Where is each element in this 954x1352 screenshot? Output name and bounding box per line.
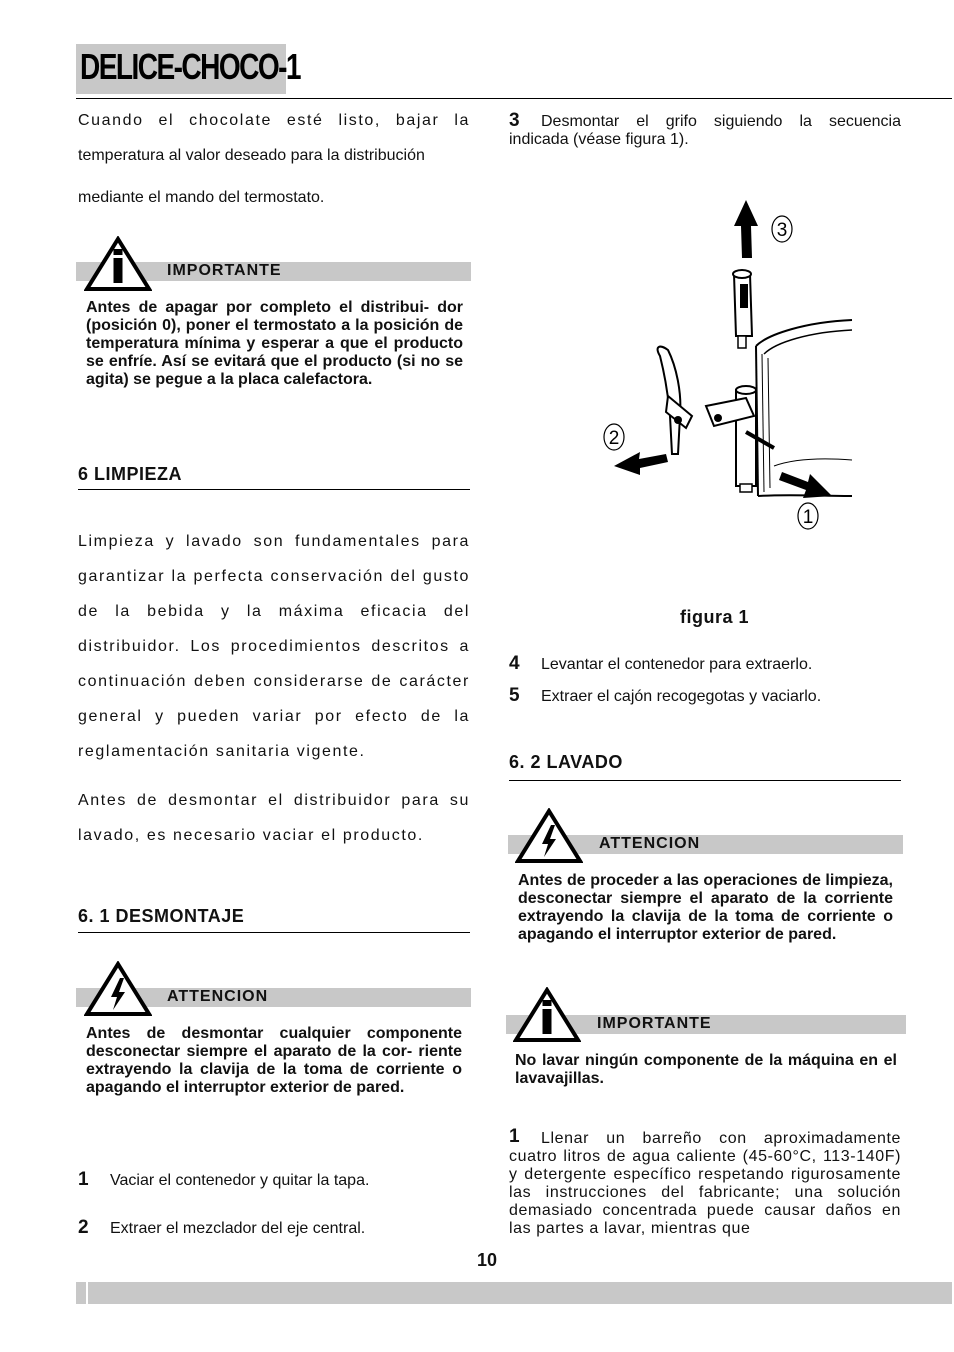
attention-text: Antes de desmontar cualquier componente desconectar siempre el aparato de la cor- riente extrayendo la clavija de la toma de corriente o apagando el interruptor exterior de pared. — [86, 1025, 462, 1096]
step-number: 4 — [509, 653, 520, 674]
step-number: 5 — [509, 685, 520, 706]
attention-label: ATTENCION — [167, 988, 269, 1005]
figure-marker-3 — [772, 216, 792, 242]
step-text: Levantar el contenedor para extraerlo. — [541, 656, 813, 673]
step-number: 2 — [78, 1217, 89, 1238]
section-heading-limpieza: 6 LIMPIEZA — [78, 464, 183, 484]
intro-line-3: mediante el mando del termostato. — [78, 189, 325, 206]
heading-rule — [78, 489, 470, 490]
step-text: Extraer el cajón recogegotas y vaciarlo. — [541, 688, 822, 705]
important-label: IMPORTANTE — [597, 1015, 712, 1032]
step-text: Extraer el mezclador del eje central. — [110, 1220, 366, 1237]
figure-caption: figura 1 — [680, 607, 750, 627]
section-heading-desmontaje: 6. 1 DESMONTAJE — [78, 906, 245, 926]
intro-line-1: Cuando el chocolate esté listo, bajar la — [78, 112, 470, 129]
document-title: DELICE-CHOCO-1 — [80, 46, 300, 87]
footer-notch — [86, 1282, 88, 1304]
step-number: 3 — [509, 110, 520, 131]
figure-marker-2 — [604, 424, 624, 450]
tap-disassembly-figure — [596, 196, 856, 536]
electric-warning-icon — [84, 961, 152, 1017]
footer-bar — [76, 1282, 952, 1304]
intro-line-2: temperatura al valor deseado para la distribución — [78, 147, 425, 164]
limpieza-paragraph-2: Antes de desmontar el distribuidor para su lavado, es necesario vaciar el producto. — [78, 792, 470, 844]
limpieza-paragraph-1: Limpieza y lavado son fundamentales para garantizar la perfecta conservación del gusto de la bebida y la máxima eficacia del distribuidor. Los procedimientos descritos a continuación deben considerarse de carácter general y pueden variar por efecto de la reglamentación sanitaria vigente. — [78, 533, 470, 760]
svg-text:1: 1 — [802, 507, 814, 528]
info-warning-icon — [84, 236, 152, 292]
header-rule — [76, 98, 952, 99]
step-number: 1 — [78, 1169, 89, 1190]
attention-label: ATTENCION — [599, 835, 701, 852]
important-text: Antes de apagar por completo el distribui- dor (posición 0), poner el termostato a la posición de temperatura mínima y esperar a que el producto se enfríe. Así se evitará que el producto (si no se agita) se pegue a la placa calefactora. — [86, 299, 463, 388]
heading-rule — [78, 932, 470, 933]
important-label: IMPORTANTE — [167, 262, 282, 279]
page-number: 10 — [477, 1250, 498, 1270]
section-heading-lavado: 6. 2 LAVADO — [509, 752, 623, 772]
step-number: 1 — [509, 1126, 520, 1147]
important-text: No lavar ningún componente de la máquina en el lavavajillas. — [515, 1052, 897, 1087]
info-warning-icon — [513, 987, 581, 1043]
electric-warning-icon — [515, 808, 583, 864]
step-text: Vaciar el contenedor y quitar la tapa. — [110, 1172, 370, 1189]
attention-text: Antes de proceder a las operaciones de limpieza, desconectar siempre el aparato de la corriente extrayendo la clavija de la toma de corriente o apagando el interruptor exterior de pared. — [518, 872, 893, 943]
heading-rule — [509, 780, 901, 781]
svg-text:2: 2 — [608, 428, 620, 449]
step-3-text: Desmontar el grifo siguiendo la secuencia indicada (véase figura 1). — [509, 113, 901, 148]
lavado-step-1-text: Llenar un barreño con aproximadamente cuatro litros de agua caliente (45-60°C, 113-140F) y detergente específico respetando rigurosamente las instrucciones del fabricante; una solución demasiado concentrada puede causar daños en las partes a lavar, mientras que — [509, 1130, 901, 1237]
figure-marker-1 — [798, 503, 818, 529]
svg-text:3: 3 — [776, 220, 788, 241]
